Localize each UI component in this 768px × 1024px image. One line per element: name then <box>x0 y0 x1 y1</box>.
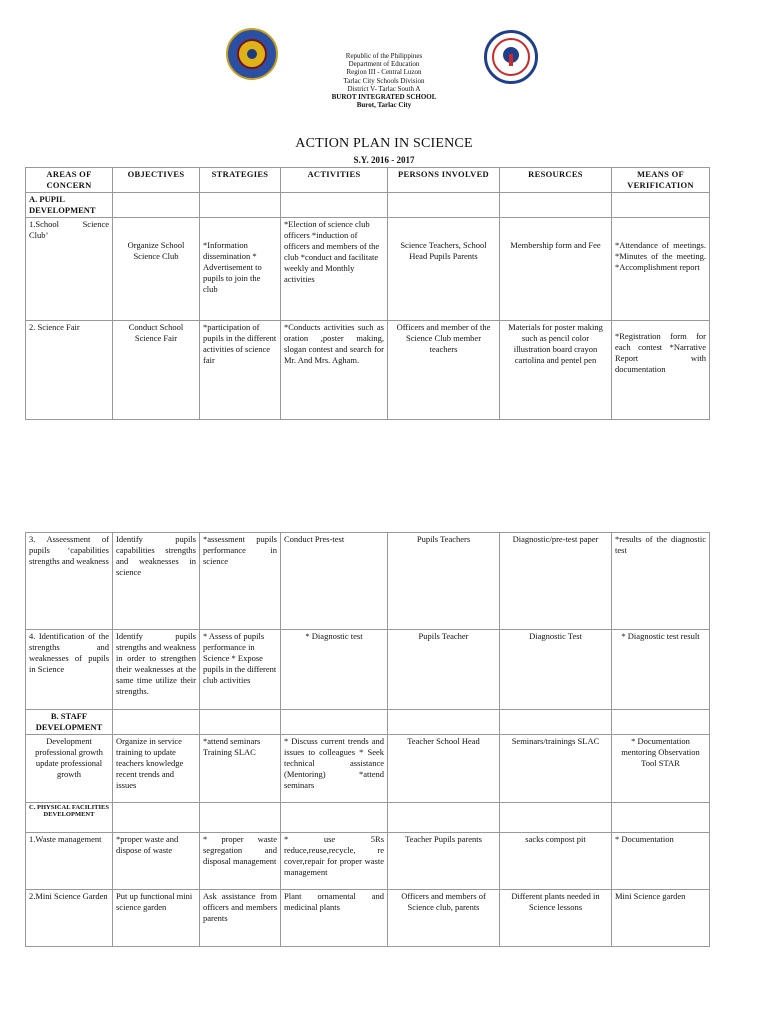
cell-persons: Science Teachers, School Head Pupils Parents <box>388 218 500 321</box>
cell-verification: * Diagnostic test result <box>612 630 710 710</box>
cell-resources: Diagnostic/pre-test paper <box>500 533 612 630</box>
table-row <box>26 890 710 947</box>
cell-verification: *results of the diagnostic test <box>612 533 710 630</box>
cell-objectives: Organize in service training to update teachers knowledge recent trends and issues <box>113 735 200 803</box>
cell-activities: Plant ornamental and medicinal plants <box>281 890 388 947</box>
cell-activities: *Conducts activities such as oration ,poster making, slogan contest and search for Mr. And Mrs. Agham. <box>281 321 388 420</box>
header-row <box>26 168 710 193</box>
cell-area: Development professional growth update professional growth <box>26 735 113 803</box>
table-row <box>26 321 710 420</box>
letterhead-line: Tarlac City Schools Division <box>343 76 425 85</box>
action-plan-table-top <box>25 167 710 420</box>
cell-resources: Membership form and Fee <box>500 218 612 321</box>
cell-strategies: * proper waste segregation and disposal management <box>200 833 281 890</box>
cell-activities: * Discuss current trends and issues to colleagues * Seek technical assistance (Mentoring) *attend seminars <box>281 735 388 803</box>
cell-strategies: * Assess of pupils performance in Science * Expose pupils in the different club activities <box>200 630 281 710</box>
cell-activities: * use 5Rs reduce,reuse,recycle, re cover,repair for proper waste management <box>281 833 388 890</box>
table-row <box>26 533 710 630</box>
section-pupil-development: A. PUPIL DEVELOPMENT <box>26 193 113 218</box>
school-year: S.Y. 2016 - 2017 <box>353 155 415 165</box>
cell-area: 1.School Science Club’ <box>26 218 113 321</box>
table-row <box>26 833 710 890</box>
cell-strategies: Ask assistance from officers and members parents <box>200 890 281 947</box>
col-header-strategies: STRATEGIES <box>200 168 281 193</box>
col-header-activities: ACTIVITIES <box>281 168 388 193</box>
letterhead-line: Department of Education <box>348 60 420 69</box>
cell-persons: Officers and member of the Science Club member teachers <box>388 321 500 420</box>
cell-area: 1.Waste management <box>26 833 113 890</box>
table-row <box>26 735 710 803</box>
cell-resources: Seminars/trainings SLAC <box>500 735 612 803</box>
cell-activities: *Election of science club officers *induction of officers and members of the club *conduct and facilitate weekly and Monthly activities <box>281 218 388 321</box>
col-header-resources: RESOURCES <box>500 168 612 193</box>
table-row <box>26 630 710 710</box>
deped-division-seal-icon <box>226 28 278 80</box>
school-name: BUROT INTEGRATED SCHOOL <box>331 93 437 102</box>
cell-objectives: *proper waste and dispose of waste <box>113 833 200 890</box>
cell-objectives: Put up functional mini science garden <box>113 890 200 947</box>
cell-verification: *Registration form for each contest *Narrative Report with documentation <box>612 321 710 420</box>
col-header-objectives: OBJECTIVES <box>113 168 200 193</box>
cell-resources: Diagnostic Test <box>500 630 612 710</box>
cell-area: 3. Asseessment of pupils ‘capabilities strengths and weakness <box>26 533 113 630</box>
cell-area: 4. Identification of the strengths and weaknesses of pupils in Science <box>26 630 113 710</box>
cell-strategies: *assessment pupils performance in science <box>200 533 281 630</box>
cell-resources: Different plants needed in Science lessons <box>500 890 612 947</box>
cell-activities: * Diagnostic test <box>281 630 388 710</box>
cell-area: 2. Science Fair <box>26 321 113 420</box>
col-header-verification: MEANS OF VERIFICATION <box>612 168 710 193</box>
cell-objectives: Organize School Science Club <box>113 218 200 321</box>
school-address: Burot, Tarlac City <box>356 101 412 110</box>
cell-area: 2.Mini Science Garden <box>26 890 113 947</box>
kagawaran-ng-edukasyon-seal-icon <box>484 30 538 84</box>
cell-resources: Materials for poster making such as pencil color illustration board crayon cartolina and pentel pen <box>500 321 612 420</box>
document-title: ACTION PLAN IN SCIENCE <box>295 136 473 151</box>
cell-objectives: Identify pupils capabilities strengths and weaknesses in science <box>113 533 200 630</box>
section-row <box>26 193 710 218</box>
col-header-persons: PERSONS INVOLVED <box>388 168 500 193</box>
cell-strategies: *Information dissemination * Advertisement to pupils to join the club <box>200 218 281 321</box>
cell-persons: Pupils Teachers <box>388 533 500 630</box>
cell-verification: * Documentation mentoring Observation Tool STAR <box>612 735 710 803</box>
cell-persons: Officers and members of Science club, parents <box>388 890 500 947</box>
cell-verification: *Attendance of meetings. *Minutes of the meeting. *Accomplishment report <box>612 218 710 321</box>
cell-verification: Mini Science garden <box>612 890 710 947</box>
cell-persons: Teacher School Head <box>388 735 500 803</box>
table-row <box>26 218 710 321</box>
section-row <box>26 803 710 833</box>
letterhead-line: Republic of the Philippines <box>345 52 423 60</box>
letterhead-line: District V- Tarlac South A <box>347 84 421 93</box>
cell-objectives: Identify pupils strengths and weakness in order to strengthen their weaknesses at the same time utilize their strengths. <box>113 630 200 710</box>
cell-resources: sacks compost pit <box>500 833 612 890</box>
cell-persons: Pupils Teacher <box>388 630 500 710</box>
cell-verification: * Documentation <box>612 833 710 890</box>
col-header-areas: AREAS OF CONCERN <box>26 168 113 193</box>
section-row <box>26 710 710 735</box>
cell-persons: Teacher Pupils parents <box>388 833 500 890</box>
letterhead <box>284 52 484 109</box>
cell-objectives: Conduct School Science Fair <box>113 321 200 420</box>
cell-strategies: *attend seminars Training SLAC <box>200 735 281 803</box>
section-physical-facilities: C. PHYSICAL FACILITIES DEVELOPMENT <box>26 803 113 833</box>
letterhead-line: Region III - Central Luzon <box>346 68 422 77</box>
cell-strategies: *participation of pupils in the different activities of science fair <box>200 321 281 420</box>
cell-activities: Conduct Pres-test <box>281 533 388 630</box>
action-plan-table-bottom <box>25 532 710 947</box>
section-staff-development: B. STAFF DEVELOPMENT <box>26 710 113 735</box>
